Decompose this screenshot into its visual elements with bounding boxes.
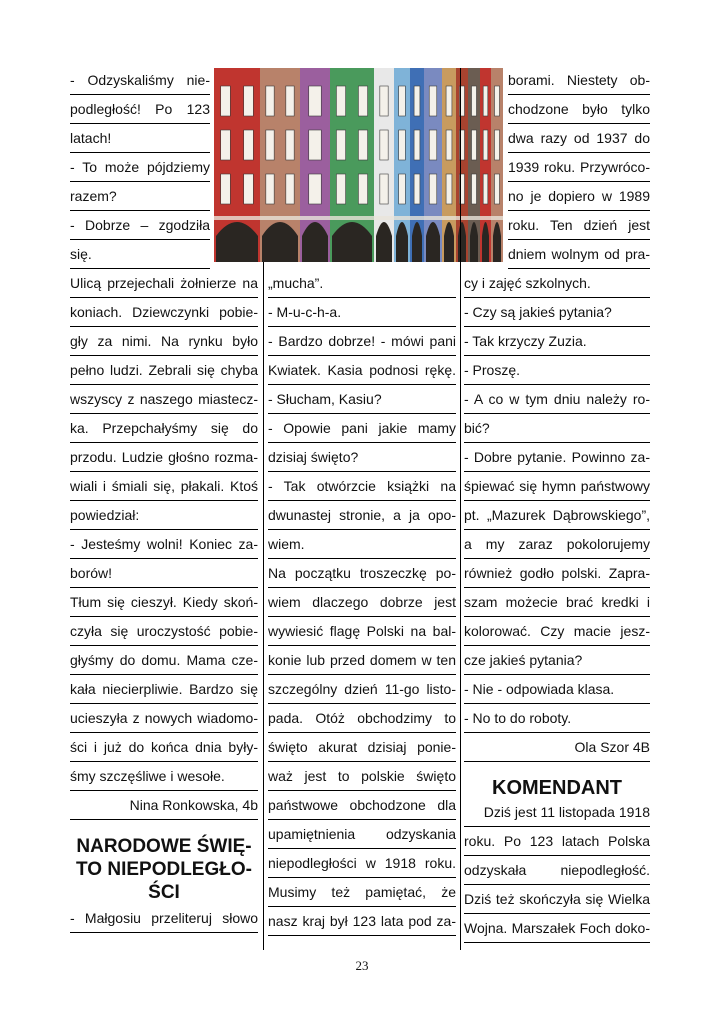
text-line: czyła się uroczystość pobie-: [70, 617, 258, 646]
text-line: się.: [70, 240, 210, 269]
text-line: - Czy są jakieś pytania?: [464, 298, 650, 327]
author-signature: Nina Ronkowska, 4b: [70, 791, 258, 820]
window: [414, 174, 420, 204]
window: [309, 86, 322, 116]
window: [446, 130, 452, 160]
window: [446, 86, 452, 116]
window: [380, 130, 388, 160]
text-line: Kwiatek. Kasia podnosi rękę.: [268, 356, 456, 385]
window: [336, 174, 345, 204]
window: [429, 86, 437, 116]
text-line: cze jakieś pytania?: [464, 646, 650, 675]
window: [221, 86, 231, 116]
text-line: pełno ludzi. Zebrali się chyba: [70, 356, 258, 385]
text-line: - Tak krzyczy Zuzia.: [464, 327, 650, 356]
text-line: koniach. Dziewczynki pobie-: [70, 298, 258, 327]
text-line: Ulicą przejechali żołnierze na: [70, 269, 258, 298]
window: [483, 174, 488, 204]
text-line: latach!: [70, 124, 210, 153]
window: [266, 174, 274, 204]
text-line: ucieszyła z nowych wiadomo-: [70, 704, 258, 733]
window: [309, 174, 322, 204]
text-line: - Opowie pani jakie mamy: [268, 414, 456, 443]
text-line: szam możecie brać kredki i: [464, 588, 650, 617]
window: [244, 86, 254, 116]
window: [399, 86, 406, 116]
text-line: „mucha”.: [268, 269, 456, 298]
window: [399, 130, 406, 160]
text-line: Dziś jest 11 listopada 1918: [464, 798, 650, 827]
text-line: roku. Po 123 latach Polska: [464, 827, 650, 856]
window: [244, 130, 254, 160]
window: [309, 130, 322, 160]
text-line: dniem wolnym od pra-: [508, 240, 650, 269]
article-heading-line: TO NIEPODLEGŁO-: [76, 859, 252, 880]
window: [472, 130, 477, 160]
window: [221, 174, 231, 204]
text-line: 1939 roku. Przywróco-: [508, 153, 650, 182]
text-line: kała niecierpliwie. Bardzo się: [70, 675, 258, 704]
text-line: wiali i śmiali się, płakali. Ktoś: [70, 472, 258, 501]
text-line: państwowe obchodzone dla: [268, 791, 456, 820]
text-line: przodu. Ludzie głośno rozma-: [70, 443, 258, 472]
text-line: śpiewać się hymn państwowy: [464, 472, 650, 501]
text-line: śmy szczęśliwe i wesołe.: [70, 762, 258, 791]
text-line: Wojna. Marszałek Foch doko-: [464, 914, 650, 943]
window: [358, 130, 367, 160]
text-line: pada. Otóż obchodzimy to: [268, 704, 456, 733]
text-line: powiedział:: [70, 501, 258, 530]
text-line: - M-u-c-h-a.: [268, 298, 456, 327]
window: [495, 130, 500, 160]
text-line: Tłum się cieszył. Kiedy skoń-: [70, 588, 258, 617]
window: [483, 86, 488, 116]
column-divider-left: [263, 262, 264, 950]
window: [266, 130, 274, 160]
window: [429, 130, 437, 160]
window: [495, 174, 500, 204]
window: [221, 130, 231, 160]
text-line: - No to do roboty.: [464, 704, 650, 733]
text-line: święto akurat dzisiaj ponie-: [268, 733, 456, 762]
text-line: dzisiaj święto?: [268, 443, 456, 472]
window: [472, 174, 477, 204]
text-line: szczególny dzień 11-go listo-: [268, 675, 456, 704]
text-line: dwa razy od 1937 do: [508, 124, 650, 153]
text-line: - Dobrze – zgodziła: [70, 211, 210, 240]
window: [414, 130, 420, 160]
window: [336, 86, 345, 116]
text-line: chodzone było tylko: [508, 95, 650, 124]
text-line: - A co w tym dniu należy ro-: [464, 385, 650, 414]
text-line: - Dobre pytanie. Powinno za-: [464, 443, 650, 472]
text-line: wywiesić flagę Polski na bal-: [268, 617, 456, 646]
window: [446, 174, 452, 204]
text-line: - Słucham, Kasiu?: [268, 385, 456, 414]
text-line: - Tak otwórzcie książki na: [268, 472, 456, 501]
text-line: nasz kraj był 123 lata pod za-: [268, 907, 456, 936]
text-line: Musimy też pamiętać, że: [268, 878, 456, 907]
text-line: a my zaraz pokolorujemy: [464, 530, 650, 559]
text-line: wiem dlaczego dobrze jest: [268, 588, 456, 617]
text-line: wszyscy z naszego miastecz-: [70, 385, 258, 414]
text-line: roku. Ten dzień jest: [508, 211, 650, 240]
column-divider-right: [460, 68, 461, 950]
text-line: cy i zajęć szkolnych.: [464, 269, 650, 298]
window: [483, 130, 488, 160]
text-line: borami. Niestety ob-: [508, 66, 650, 95]
text-line: gły za nimi. Na rynku było: [70, 327, 258, 356]
article-heading-line: NARODOWE ŚWIĘ-: [76, 836, 252, 857]
text-line: - Bardzo dobrze! - mówi pani: [268, 327, 456, 356]
text-line: kolorować. Czy macie jesz-: [464, 617, 650, 646]
text-line: ści i już do końca dnia były-: [70, 733, 258, 762]
text-line: konie lub przed domem w ten: [268, 646, 456, 675]
window: [266, 86, 274, 116]
text-line: dwunastej stronie, a ja opo-: [268, 501, 456, 530]
window: [380, 174, 388, 204]
text-line: podległość! Po 123: [70, 95, 210, 124]
text-line: wiem.: [268, 530, 456, 559]
text-line: no je dopiero w 1989: [508, 182, 650, 211]
window: [472, 86, 477, 116]
text-line: głyśmy do domu. Mama cze-: [70, 646, 258, 675]
text-line: razem?: [70, 182, 210, 211]
window: [336, 130, 345, 160]
text-line: Na początku troszeczkę po-: [268, 559, 456, 588]
text-line: - To może pójdziemy: [70, 153, 210, 182]
text-line: upamiętnienia odzyskania: [268, 820, 456, 849]
text-line: - Proszę.: [464, 356, 650, 385]
window: [429, 174, 437, 204]
text-line: pt. „Mazurek Dąbrowskiego”,: [464, 501, 650, 530]
window: [244, 174, 254, 204]
text-line: waż jest to polskie święto: [268, 762, 456, 791]
text-line: - Małgosiu przeliteruj słowo: [70, 904, 258, 933]
window: [380, 86, 388, 116]
window: [286, 130, 294, 160]
window: [286, 174, 294, 204]
window: [414, 86, 420, 116]
text-line: - Jesteśmy wolni! Koniec za-: [70, 530, 258, 559]
window: [495, 86, 500, 116]
text-line: - Odzyskaliśmy nie-: [70, 66, 210, 95]
page-number: 23: [355, 958, 369, 973]
text-line: odzyskała niepodległość.: [464, 856, 650, 885]
text-line: - Nie - odpowiada klasa.: [464, 675, 650, 704]
text-line: niepodległości w 1918 roku.: [268, 849, 456, 878]
article-heading-line: ŚCI: [148, 882, 180, 903]
window: [358, 174, 367, 204]
window: [399, 174, 406, 204]
window: [286, 86, 294, 116]
text-line: bić?: [464, 414, 650, 443]
text-line: borów!: [70, 559, 258, 588]
text-line: również godło polski. Zapra-: [464, 559, 650, 588]
text-line: ka. Przepchałyśmy się do: [70, 414, 258, 443]
article-heading: KOMENDANT: [492, 777, 622, 799]
window: [358, 86, 367, 116]
author-signature: Ola Szor 4B: [464, 733, 650, 762]
text-line: Dziś też skończyła się Wielka: [464, 885, 650, 914]
